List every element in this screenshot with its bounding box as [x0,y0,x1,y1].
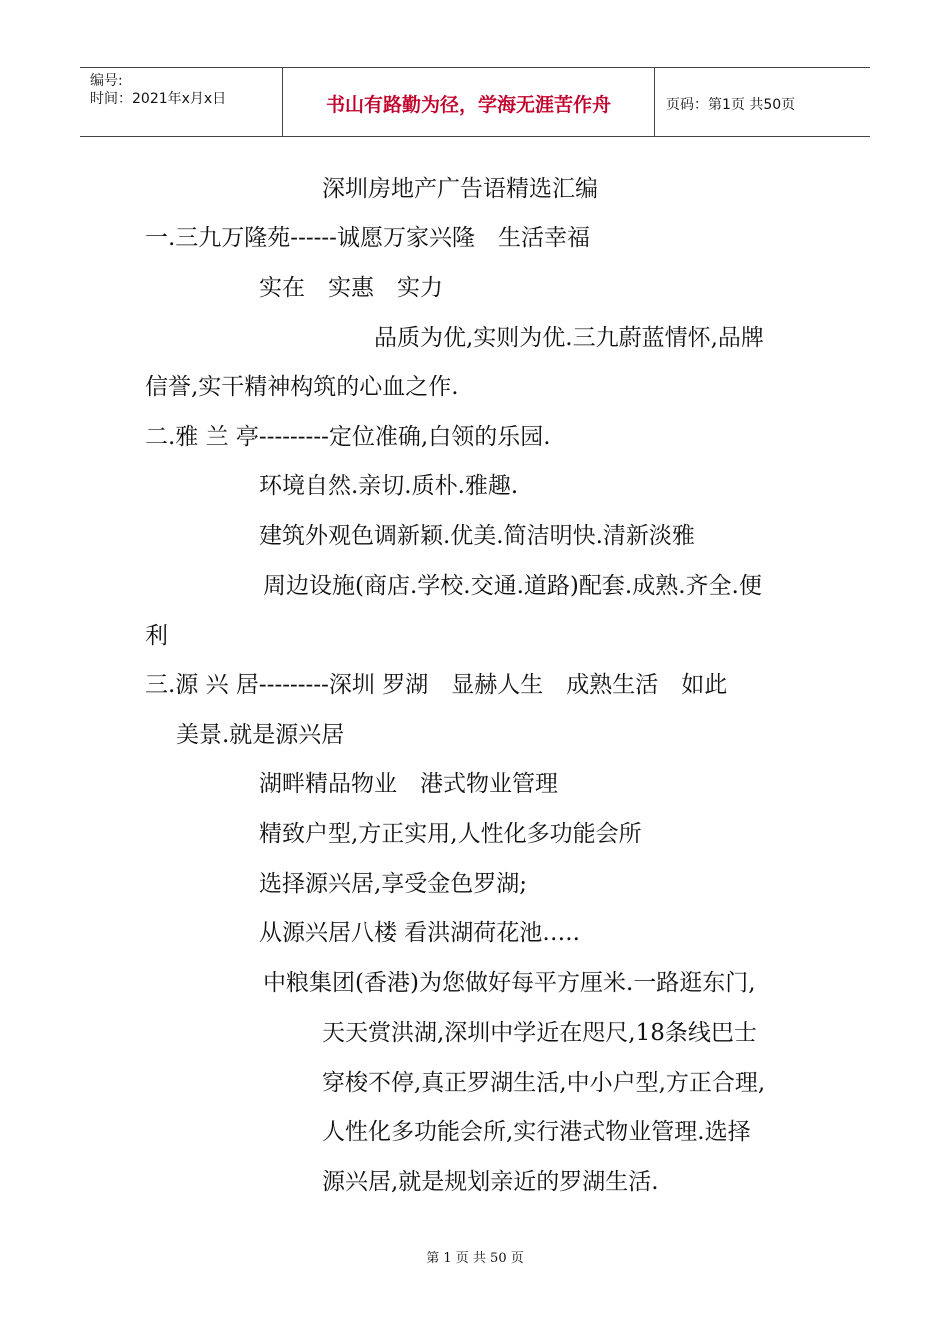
text-line: 美景.就是源兴居 [176,722,345,748]
number-label: 编号: [90,73,123,89]
text-line: 湖畔精品物业 港式物业管理 [259,771,558,797]
text-line: 利 [145,623,168,649]
text-line: 信誉,实干精神构筑的心血之作. [145,374,459,400]
text-line: 品质为优,实则为优.三九蔚蓝情怀,品牌 [374,325,764,351]
text-line: 穿梭不停,真正罗湖生活,中小户型,方正合理, [322,1070,766,1096]
text-line: 周边设施(商店.学校.交通.道路)配套.成熟.齐全.便 [263,573,762,599]
time-label: 时间：2021年x月x日 [90,91,227,107]
text-line: 一.三九万隆苑------诚愿万家兴隆 生活幸福 [145,225,590,251]
text-line: 源兴居,就是规划亲近的罗湖生活. [322,1169,659,1195]
text-line: 选择源兴居,享受金色罗湖; [259,871,528,897]
document-header [80,67,870,137]
text-line: 精致户型,方正实用,人性化多功能会所 [259,821,642,847]
text-line: 人性化多功能会所,实行港式物业管理.选择 [322,1119,751,1145]
text-line: 实在 实惠 实力 [259,275,443,301]
text-line: 三.源 兴 居---------深圳 罗湖 显赫人生 成熟生活 如此 [145,672,728,698]
text-line: 二.雅 兰 亭---------定位准确,白领的乐园. [145,424,551,450]
text-line: 环境自然.亲切.质朴.雅趣. [259,473,519,499]
header-page-info: 页码：第1页 共50页 [666,97,796,113]
header-meta [90,72,226,108]
text-line: 天天赏洪湖,深圳中学近在咫尺,18条线巴士 [322,1020,757,1046]
header-motto: 书山有路勤为径，学海无涯苦作舟 [325,94,611,116]
text-line: 中粮集团(香港)为您做好每平方厘米.一路逛东门, [263,970,756,996]
text-line: 从源兴居八楼 看洪湖荷花池….. [259,920,580,946]
header-divider [654,68,655,136]
text-line: 建筑外观色调新颖.优美.简洁明快.清新淡雅 [259,523,695,549]
page-title: 深圳房地产广告语精选汇编 [322,176,598,202]
page-footer: 第 1 页 共 50 页 [426,1251,524,1266]
